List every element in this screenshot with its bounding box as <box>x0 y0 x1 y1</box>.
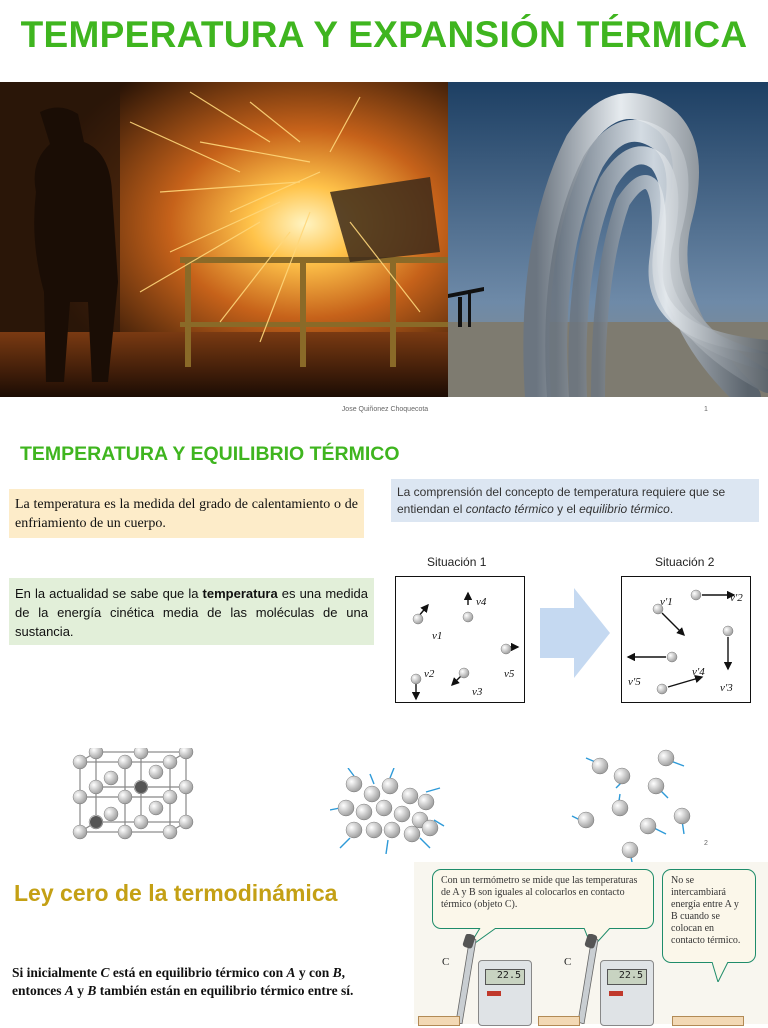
page-number-2: 2 <box>704 840 708 847</box>
kinetic-text-1: En la actualidad se sabe que la <box>15 586 203 601</box>
sit2-v3-label: v'3 <box>720 682 733 694</box>
object-a-block <box>418 1016 460 1026</box>
kinetic-text-2: es una medida de la energía cinética media de las moléculas de una sustancia. <box>15 586 368 639</box>
page-number: 1 <box>704 406 708 413</box>
thermometer-c-label-1: C <box>442 956 450 968</box>
sit1-v1-label: v1 <box>432 630 443 642</box>
slide1-title: TEMPERATURA Y EXPANSIÓN TÉRMICA <box>20 14 748 55</box>
sit2-v2-label: v'2 <box>730 592 743 604</box>
liquid-molecules-illustration <box>330 768 446 854</box>
law-var-a2: A <box>64 983 74 998</box>
law-text-2: está en equilibrio térmico con <box>109 965 287 980</box>
situation1-label: Situación 1 <box>427 555 487 569</box>
sit1-v3-label: v3 <box>472 686 483 698</box>
zeroth-law-statement <box>12 964 392 1000</box>
thermometer-display-2 <box>600 960 654 1026</box>
thermometer-probe-1 <box>452 934 478 1024</box>
understanding-text-1: La comprensión del concepto de temperatura requiere que se entiendan el <box>397 485 726 516</box>
meter-button-red <box>487 991 501 996</box>
expansion-pipe-photo <box>448 82 768 397</box>
law-var-c: C <box>100 965 110 980</box>
temperature-reading-2: 22.5 <box>607 969 647 985</box>
gas-molecules-illustration <box>570 746 692 862</box>
footer-author: Jose Quiñonez Choquecota <box>341 406 429 413</box>
law-text-6: también están en equilibrio térmico entre sí. <box>96 983 354 998</box>
thermometer-display-1 <box>478 960 532 1026</box>
no-exchange-callout: No se intercambiará energía entre A y B cuando se colocan en contacto térmico. <box>662 869 756 963</box>
law-text-1: Si inicialmente <box>12 965 101 980</box>
slide3-title: Ley cero de la termodinámica <box>14 880 338 906</box>
equilibrium-term: equilibrio térmico <box>579 502 670 516</box>
sit2-v1-label: v'1 <box>660 596 673 608</box>
law-var-a: A <box>286 965 296 980</box>
sit2-v5-label: v'5 <box>628 676 641 688</box>
temperature-reading-1: 22.5 <box>485 969 525 985</box>
transition-arrow-icon <box>540 588 610 678</box>
understanding-text-2: y el <box>553 502 580 516</box>
kinetic-bold: temperatura <box>202 586 278 601</box>
meter-button-red <box>609 991 623 996</box>
measurement-callout: Con un termómetro se mide que las temperaturas de A y B son iguales al colocarlos en contacto térmico (objeto C). <box>432 869 654 929</box>
object-b-block <box>538 1016 580 1026</box>
sit1-v4-label: v4 <box>476 596 487 608</box>
sit2-v4-label: v'4 <box>692 666 705 678</box>
situation1-box <box>395 576 525 703</box>
law-text-4: , entonces <box>12 965 346 998</box>
contact-term: contacto térmico <box>465 502 554 516</box>
temperature-definition-box: La temperatura es la medida del grado de calentamiento o de enfriamiento de un cuerpo. <box>9 489 364 538</box>
callout-pointer-right <box>712 962 732 982</box>
understanding-text-3: . <box>669 502 674 516</box>
foundry-photo <box>0 82 448 397</box>
sit1-v2-label: v2 <box>424 668 435 680</box>
callout-pointers <box>460 928 630 948</box>
thermal-contact-box <box>391 479 759 522</box>
law-text-3: y con <box>295 965 333 980</box>
thermometer-c-label-2: C <box>564 956 572 968</box>
thermometer-probe-2 <box>574 934 600 1024</box>
sit1-v5-label: v5 <box>504 668 515 680</box>
situation2-label: Situación 2 <box>655 555 715 569</box>
situation2-box <box>621 576 751 703</box>
kinetic-energy-box <box>9 578 374 645</box>
object-ab-block <box>672 1016 744 1026</box>
law-var-b2: B <box>87 983 97 998</box>
law-var-b: B <box>332 965 342 980</box>
solid-lattice-illustration <box>66 748 200 850</box>
law-text-5: y <box>73 983 88 998</box>
slide2-title: TEMPERATURA Y EQUILIBRIO TÉRMICO <box>20 443 400 465</box>
